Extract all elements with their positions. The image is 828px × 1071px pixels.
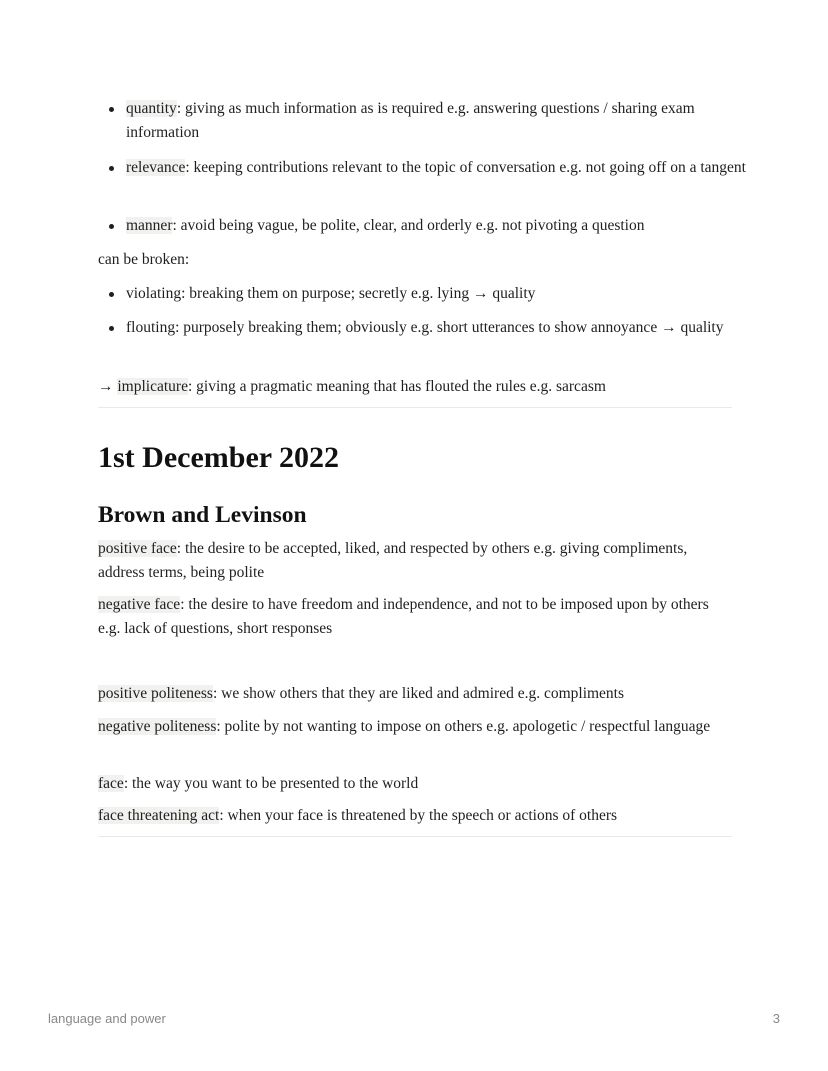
term: relevance: [126, 159, 186, 176]
page-number: 3: [772, 1011, 780, 1026]
term: implicature: [117, 378, 188, 395]
term: negative face: [98, 596, 181, 613]
def-face: [98, 772, 732, 796]
divider: [98, 836, 732, 837]
definition: : giving a pragmatic meaning that has flouted the rules e.g. sarcasm: [187, 378, 606, 395]
term: quantity: [126, 100, 177, 117]
def-positive-politeness: [98, 682, 732, 706]
section-heading: Brown and Levinson: [98, 502, 307, 528]
definition: : avoid being vague, be polite, clear, and orderly e.g. not pivoting a question: [172, 217, 645, 234]
broken-flouting: flouting: purposely breaking them; obviously e.g. short utterances to show annoyance → quality: [98, 316, 760, 340]
def-negative-face: [98, 593, 732, 641]
definition: : the desire to be accepted, liked, and respected by others e.g. giving compliments, address terms, being polite: [98, 540, 688, 581]
definition: : keeping contributions relevant to the topic of conversation e.g. not going off on a tangent: [185, 159, 746, 176]
definition: : when your face is threatened by the speech or actions of others: [219, 807, 618, 824]
term: face: [98, 775, 124, 792]
arrow: →: [98, 378, 118, 395]
date-heading: 1st December 2022: [98, 441, 340, 474]
def-face-threatening-act: [98, 804, 732, 828]
def-negative-politeness: [98, 715, 732, 739]
broken-intro: can be broken:: [98, 251, 190, 268]
definition: : we show others that they are liked and admired e.g. compliments: [212, 685, 625, 702]
maxim-manner: [98, 214, 760, 238]
definition: : polite by not wanting to impose on others e.g. apologetic / respectful language: [216, 718, 711, 735]
divider: [98, 407, 732, 408]
maxim-quantity: [98, 97, 760, 145]
term: positive face: [98, 540, 177, 557]
def-positive-face: [98, 537, 732, 585]
broken-violating: violating: breaking them on purpose; secretly e.g. lying → quality: [98, 282, 760, 306]
maxim-relevance: [98, 156, 760, 180]
term: face threatening act: [98, 807, 220, 824]
definition: : the way you want to be presented to the world: [123, 775, 419, 792]
term: manner: [126, 217, 173, 234]
definition: : giving as much information as is required e.g. answering questions / sharing exam information: [126, 100, 695, 141]
definition: : the desire to have freedom and independence, and not to be imposed upon by others e.g. lack of questions, short responses: [98, 596, 709, 637]
footer-title: language and power: [48, 1011, 166, 1026]
term: negative politeness: [98, 718, 217, 735]
implicature: [98, 375, 732, 399]
term: positive politeness: [98, 685, 213, 702]
